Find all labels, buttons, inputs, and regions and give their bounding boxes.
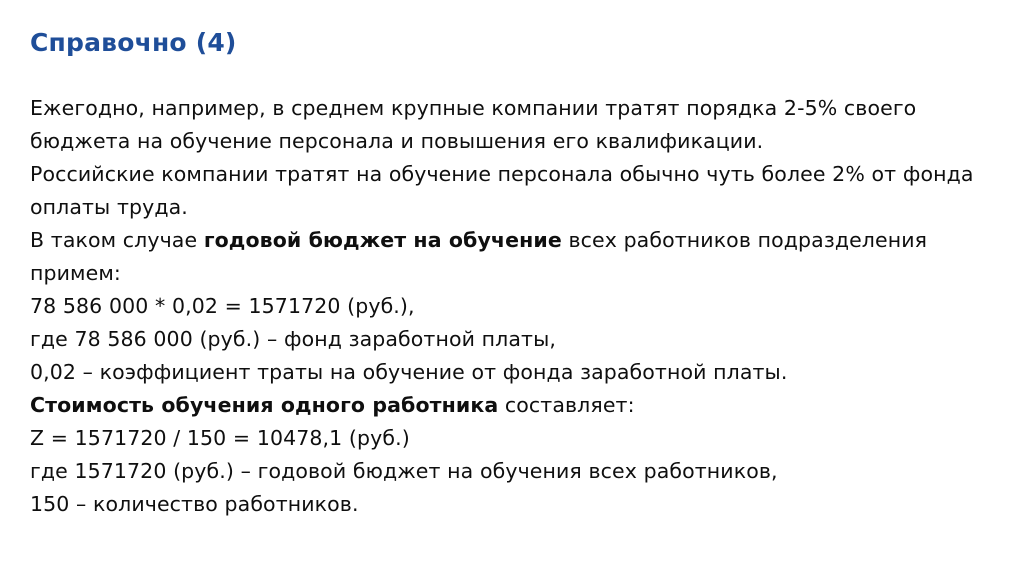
body-text: 150 – количество работников.	[30, 492, 359, 516]
body-text: Ежегодно, например, в среднем крупные компании тратят порядка 2-5% своего бюджета на обучение персонала и повышения его квалификации.	[30, 96, 917, 153]
emphasis-text: Стоимость обучения одного работника	[30, 393, 499, 417]
body-text: составляет:	[498, 393, 635, 417]
emphasis-text: годовой бюджет на обучение	[203, 228, 562, 252]
slide-body	[30, 92, 998, 521]
body-paragraph	[30, 92, 998, 158]
body-paragraph	[30, 488, 998, 521]
body-text: всех работников подразделения примем:	[30, 228, 928, 285]
body-paragraph	[30, 389, 998, 422]
body-text: 0,02 – коэффициент траты на обучение от фонда заработной платы.	[30, 360, 788, 384]
body-paragraph	[30, 290, 998, 323]
body-paragraph	[30, 158, 998, 224]
body-text: В таком случае	[30, 228, 204, 252]
body-text: Z = 1571720 / 150 = 10478,1 (руб.)	[30, 426, 410, 450]
body-paragraph	[30, 356, 998, 389]
body-paragraph	[30, 323, 998, 356]
body-text: Российские компании тратят на обучение персонала обычно чуть более 2% от фонда оплаты труда.	[30, 162, 974, 219]
body-text: где 78 586 000 (руб.) – фонд заработной платы,	[30, 327, 556, 351]
body-paragraph	[30, 224, 998, 290]
body-text: 78 586 000 * 0,02 = 1571720 (руб.),	[30, 294, 415, 318]
page-title: Справочно (4)	[30, 28, 237, 57]
body-paragraph	[30, 455, 998, 488]
body-text: где 1571720 (руб.) – годовой бюджет на обучения всех работников,	[30, 459, 778, 483]
body-paragraph	[30, 422, 998, 455]
